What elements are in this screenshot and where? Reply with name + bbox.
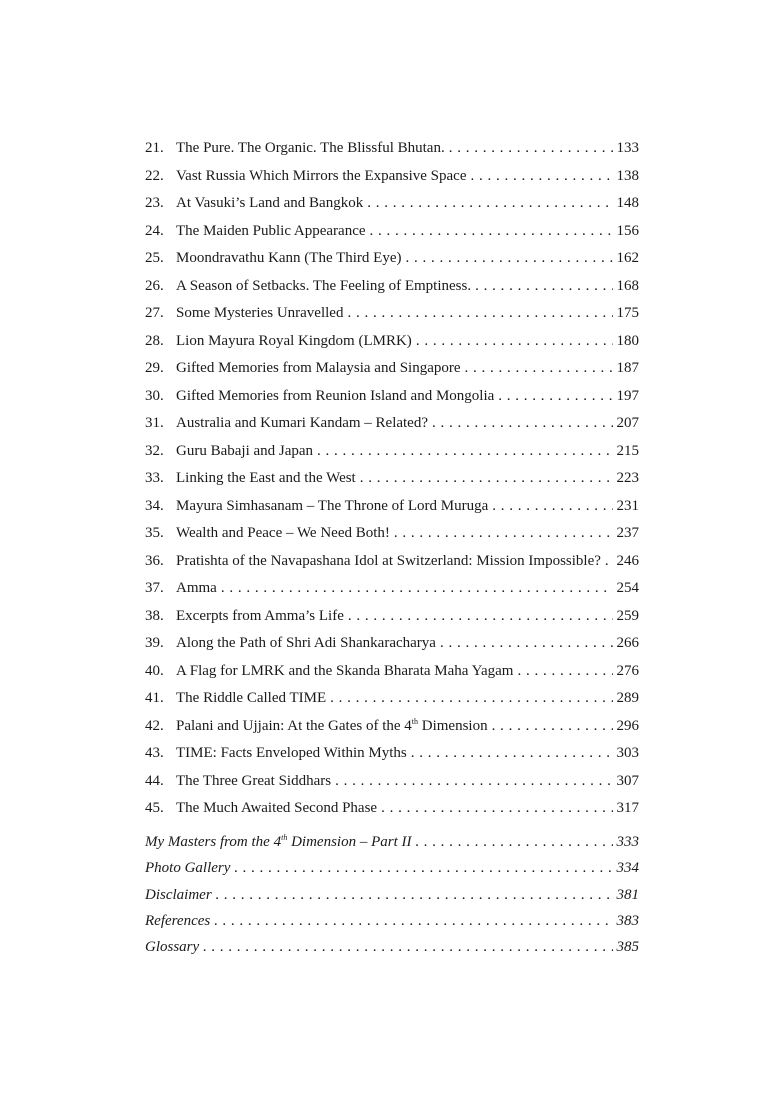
entry-title: TIME: Facts Enveloped Within Myths [176,745,407,761]
dot-leader [203,937,612,957]
page-number: 223 [616,470,639,486]
chapter-number: 36. [145,552,164,569]
toc-entry[interactable] [145,331,639,359]
dot-leader [475,276,612,296]
toc-entry[interactable] [145,661,639,689]
chapter-number: 43. [145,745,164,761]
chapter-number: 22. [145,167,164,184]
entry-title: Wealth and Peace – We Need Both! [176,525,390,541]
entry-title: Gifted Memories from Reunion Island and Mongolia [176,387,495,404]
dot-leader [449,138,613,158]
dot-leader [406,248,613,268]
entry-title: Disclaimer [145,886,212,903]
page-number: 168 [616,277,639,294]
dot-leader [471,166,613,186]
dot-leader [360,468,613,488]
page-number: 383 [616,912,639,929]
back-matter-list [145,832,639,963]
dot-leader [221,578,613,598]
page-number: 307 [616,772,639,789]
toc-entry[interactable] [145,276,639,304]
page-number: 187 [616,360,639,376]
dot-leader [492,716,613,736]
dot-leader [381,798,612,818]
entry-title: Excerpts from Amma’s Life [176,607,344,624]
dot-leader [348,606,613,626]
entry-title: Australia and Kumari Kandam – Related? [176,415,428,431]
toc-entry[interactable] [145,413,639,441]
page-number: 175 [616,305,639,321]
chapter-number: 38. [145,607,164,624]
entry-title: A Season of Setbacks. The Feeling of Emptiness. [176,277,472,294]
entry-title: References [145,912,211,929]
entry-title: Some Mysteries Unravelled [176,305,344,321]
dot-leader [317,441,612,461]
toc-entry[interactable] [145,303,639,331]
entry-title: The Riddle Called TIME [176,690,327,706]
toc-entry[interactable] [145,221,639,249]
chapter-number: 21. [145,140,164,156]
page-number: 276 [616,662,639,679]
dot-leader [440,633,613,653]
page-number: 246 [616,552,639,569]
dot-leader [432,413,613,433]
toc-entry[interactable] [145,441,639,469]
page-number: 289 [616,690,639,706]
toc-entry[interactable] [145,798,639,826]
chapter-number: 23. [145,195,164,211]
entry-title: Palani and Ujjain: At the Gates of the 4th Dimension [176,716,488,734]
table-of-contents [145,138,639,826]
toc-entry[interactable] [145,633,639,661]
page-number: 333 [616,834,639,850]
dot-leader [394,523,613,543]
entry-title: Mayura Simhasanam – The Throne of Lord Muruga [176,497,489,514]
page-number: 317 [616,800,639,816]
toc-entry[interactable] [145,578,639,606]
dot-leader [370,221,613,241]
page-number: 162 [616,250,639,266]
superscript: th [281,833,288,842]
chapter-number: 44. [145,772,164,789]
page-number: 180 [616,332,639,349]
page-number: 266 [616,635,639,651]
dot-leader [347,303,612,323]
toc-entry[interactable] [145,716,639,744]
entry-title: My Masters from the 4th Dimension – Part II [145,833,412,850]
chapter-number: 39. [145,635,164,651]
dot-leader [492,496,612,516]
page-number: 156 [616,222,639,239]
toc-entry[interactable] [145,138,639,166]
chapter-number: 42. [145,717,164,734]
chapter-number: 26. [145,277,164,294]
toc-entry[interactable] [145,496,639,524]
toc-entry[interactable] [145,606,639,634]
dot-leader [416,331,613,351]
chapter-number: 41. [145,690,164,706]
chapter-number: 24. [145,222,164,239]
entry-title: The Much Awaited Second Phase [176,800,378,816]
dot-leader [517,661,612,681]
dot-leader [367,193,612,213]
toc-entry[interactable] [145,771,639,799]
page-number: 334 [616,860,639,877]
superscript: th [411,716,419,726]
entry-title: Amma [176,580,217,596]
toc-entry[interactable] [145,885,639,911]
chapter-number: 35. [145,525,164,541]
entry-title: Guru Babaji and Japan [176,442,314,459]
chapter-number: 29. [145,360,164,376]
toc-entry[interactable] [145,468,639,496]
page-number: 148 [616,195,639,211]
chapter-number: 28. [145,332,164,349]
dot-leader [498,386,612,406]
toc-entry[interactable] [145,551,639,579]
entry-title: The Maiden Public Appearance [176,222,366,239]
page-number: 385 [616,939,639,956]
dot-leader [330,688,612,708]
page-number: 207 [616,415,639,431]
dot-leader [605,551,613,571]
toc-entry[interactable] [145,166,639,194]
entry-title: The Three Great Siddhars [176,772,332,789]
entry-title: The Pure. The Organic. The Blissful Bhutan. [176,140,445,156]
toc-entry[interactable] [145,386,639,414]
chapter-number: 37. [145,580,164,596]
toc-entry[interactable] [145,523,639,551]
entry-title: A Flag for LMRK and the Skanda Bharata Maha Yagam [176,662,514,679]
entry-title: Along the Path of Shri Adi Shankaracharya [176,635,436,651]
page-number: 133 [616,140,639,156]
page-number: 138 [616,167,639,184]
entry-title: Photo Gallery [145,860,231,877]
page-number: 215 [616,442,639,459]
chapter-number: 32. [145,442,164,459]
page-number: 254 [616,580,639,596]
dot-leader [214,911,612,931]
dot-leader [411,743,613,763]
chapter-number: 27. [145,305,164,321]
toc-entry[interactable] [145,358,639,386]
toc-entry[interactable] [145,193,639,221]
toc-entry[interactable] [145,911,639,937]
dot-leader [415,832,612,852]
entry-title: Gifted Memories from Malaysia and Singapore [176,360,461,376]
entry-title: Moondravathu Kann (The Third Eye) [176,250,402,266]
page-number: 197 [616,387,639,404]
chapter-number: 34. [145,497,164,514]
dot-leader [465,358,613,378]
toc-entry[interactable] [145,743,639,771]
page-number: 303 [616,745,639,761]
page-number: 231 [616,497,639,514]
toc-entry[interactable] [145,688,639,716]
toc-entry[interactable] [145,937,639,963]
entry-title: At Vasuki’s Land and Bangkok [176,195,364,211]
chapter-number: 40. [145,662,164,679]
page-number: 259 [616,607,639,624]
entry-title: Lion Mayura Royal Kingdom (LMRK) [176,332,412,349]
toc-entry[interactable] [145,858,639,884]
chapter-number: 45. [145,800,164,816]
page-number: 381 [616,886,639,903]
chapter-number: 30. [145,387,164,404]
toc-entry[interactable] [145,248,639,276]
chapter-number: 25. [145,250,164,266]
page-number: 237 [616,525,639,541]
dot-leader [335,771,612,791]
entry-title: Glossary [145,939,200,956]
chapter-number: 33. [145,470,164,486]
entry-title: Linking the East and the West [176,470,356,486]
chapter-number: 31. [145,415,164,431]
entry-title: Vast Russia Which Mirrors the Expansive Space [176,167,467,184]
dot-leader [216,885,613,905]
page-number: 296 [616,717,639,734]
entry-title: Pratishta of the Navapashana Idol at Switzerland: Mission Impossible? [176,552,601,569]
dot-leader [234,858,612,878]
toc-entry[interactable] [145,832,639,858]
